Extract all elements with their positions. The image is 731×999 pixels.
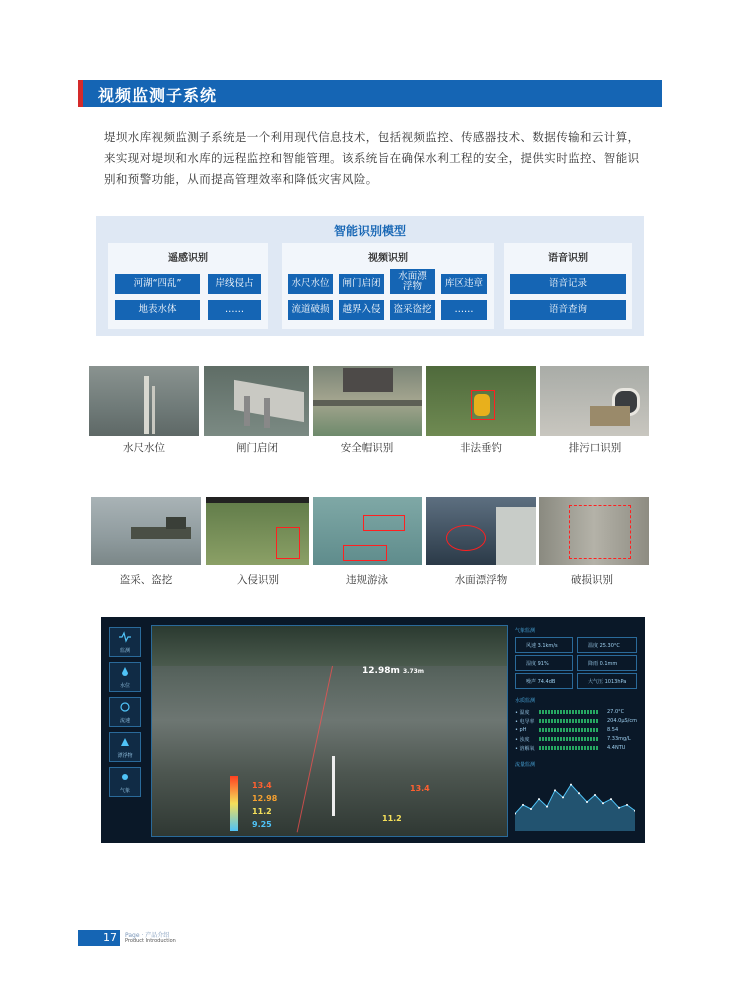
model-item: 岸线侵占 [208,274,261,294]
model-item: 河湖“四乱” [115,274,200,294]
section-title-bar [78,80,662,107]
photo-intrusion [206,497,309,565]
caption: 违规游泳 [346,574,388,586]
sidebar-item-monitor[interactable] [109,627,141,657]
sidebar-item-label: 水位 [119,683,130,689]
debris-icon [119,736,131,748]
quality-title: 水质监测 [515,698,536,704]
left-reading: 9.25 [252,820,272,829]
quality-value: 7.33mg/L [607,736,631,742]
caption: 入侵识别 [237,574,279,586]
page-number: 17 [78,930,120,946]
group-voice [504,243,632,329]
caption: 非法垂钓 [460,442,502,454]
group-title: 遥感识别 [168,253,208,264]
model-item: 水尺水位 [288,274,333,294]
level-gauge [230,776,238,831]
photo-illegal-swimming [313,497,422,565]
footer-sublabel: Product Introduction [125,938,176,944]
flow-point [626,804,628,806]
caption: 盗采、盗挖 [119,574,173,586]
photo-safety-helmet [313,366,422,436]
model-item: 流道破损 [288,300,333,320]
flow-point [578,792,580,794]
weather-item: 风速 3.1km/s [526,643,558,649]
monitoring-dashboard [101,617,645,843]
weather-item: 湿度 91% [526,661,549,667]
flow-point [554,789,556,791]
quality-value: 8.54 [607,727,619,733]
model-item: 语音查询 [510,300,626,320]
weather-item: 大气压 1013hPa [588,679,627,685]
recognition-model-panel [96,216,644,336]
flow-icon [119,701,131,713]
flow-point [618,807,620,809]
model-item: 地表水体 [115,300,200,320]
photo-floating-debris [426,497,536,565]
flow-point [610,798,612,800]
quality-value: 4.4NTU [607,745,626,751]
sidebar-item-weather[interactable] [109,767,141,797]
photo-damage [539,497,649,565]
model-item: 语音记录 [510,274,626,294]
caption: 破损识别 [571,574,613,586]
flow-point [594,794,596,796]
photo-illegal-fishing [426,366,536,436]
sidebar-item-label: 流速 [119,718,130,724]
title-accent [78,80,83,107]
sidebar-item-label: 监测 [119,648,130,654]
weather-item: 噪声 74.4dB [526,679,556,685]
photo-outfall [540,366,649,436]
flow-point [562,796,564,798]
flow-point [586,801,588,803]
model-item: 水面漂浮物 [390,269,435,294]
left-reading: 11.2 [252,807,272,816]
quality-label: • 电导率 [515,719,535,725]
section-title: 视频监测子系统 [98,86,218,105]
model-item: …… [441,300,487,320]
left-reading: 12.98 [252,794,278,803]
model-item: 盗采盗挖 [390,300,435,320]
waveform-icon [119,631,131,643]
group-video [282,243,494,329]
quality-label: • 浊度 [515,737,530,743]
weather-item: 降雨 0.1mm [588,661,618,667]
caption: 水尺水位 [123,442,165,454]
model-title: 智能识别模型 [333,224,406,238]
photo-illegal-dredging [91,497,201,565]
quality-value: 27.0°C [607,709,625,715]
main-level: 12.98m 3.73m [362,666,425,676]
footer-label: Page · 产品介绍 [125,932,170,939]
flow-point [602,802,604,804]
camera-view [151,625,508,837]
bottom-center-level: 11.2 [382,814,402,823]
quality-value: 204.0μS/cm [607,718,637,724]
model-item: …… [208,300,261,320]
photo-gate [204,366,309,436]
flow-point [538,798,540,800]
sidebar-item-label: 漂浮物 [117,753,133,759]
sidebar-item-flow[interactable] [109,697,141,727]
flow-point [570,784,572,786]
sidebar-item-water-level[interactable] [109,662,141,692]
group-title: 语音识别 [548,253,588,264]
data-panel [513,625,639,835]
group-title: 视频识别 [368,253,408,264]
caption: 水面漂浮物 [454,574,508,586]
sidebar-item-debris[interactable] [109,732,141,762]
weather-icon [119,771,131,783]
flow-title: 流量监测 [515,762,536,768]
center-right-level: 13.4 [410,784,430,793]
water-drop-icon [119,666,131,678]
caption: 排污口识别 [568,442,622,454]
quality-label: • 溶解氧 [515,746,535,752]
sidebar-item-label: 气象 [119,788,130,794]
caption: 安全帽识别 [340,442,394,454]
flow-point [522,804,524,806]
caption: 闸门启闭 [236,442,278,454]
weather-item: 温度 25.30°C [588,643,620,649]
model-item: 库区违章 [441,274,487,294]
quality-bars [539,710,599,750]
model-item: 越界入侵 [339,300,384,320]
model-item: 闸门启闭 [339,274,384,294]
quality-label: • pH [515,727,527,733]
group-remote-sensing [108,243,268,329]
intro-paragraph: 堤坝水库视频监测子系统是一个利用现代信息技术，包括视频监控、传感器技术、数据传输和云计算，来实现对堤坝和水库的远程监控和智能管理。该系统旨在确保水利工程的安全，提供实时监控、智能识别和预警功能，从而提高管理效率和降低灾害风险。 [104,130,640,186]
left-reading: 13.4 [252,781,272,790]
weather-title: 气象监测 [515,628,536,634]
quality-label: • 温度 [515,710,530,716]
flow-point [546,806,548,808]
photo-water-gauge [89,366,199,436]
flow-point [530,808,532,810]
flow-chart [515,773,635,831]
flow-area [515,785,635,831]
